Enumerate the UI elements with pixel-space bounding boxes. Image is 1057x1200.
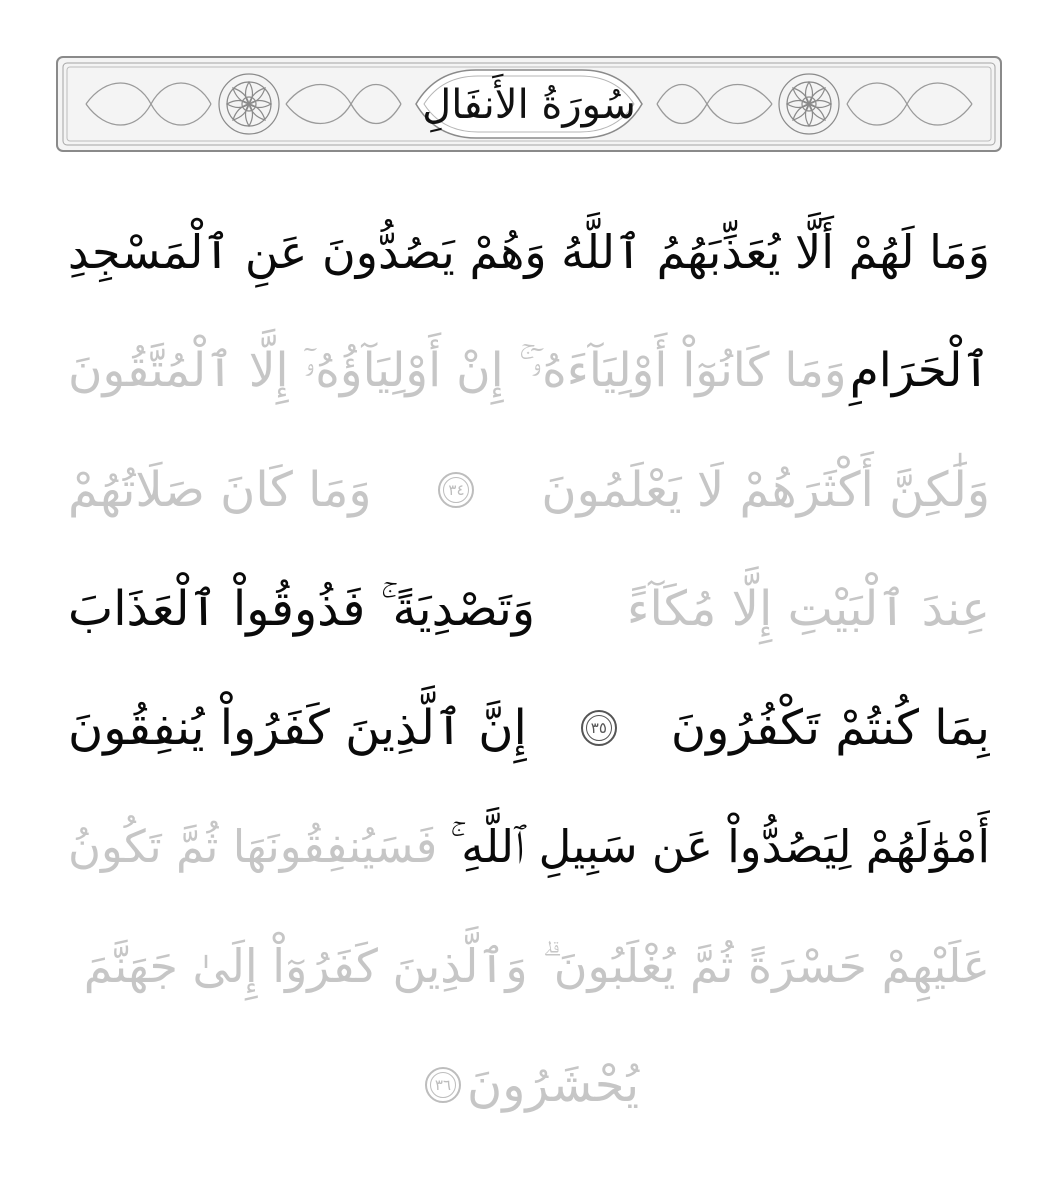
text-line — [68, 557, 990, 661]
verse-text-highlighted[interactable]: بِمَا كُنتُمْ تَكْفُرُونَ — [670, 700, 990, 756]
text-line — [68, 914, 990, 1018]
verse-text-highlighted[interactable]: وَتَصْدِيَةً ۚ فَذُوقُواْ ٱلْعَذَابَ — [68, 581, 535, 637]
ayah-number-marker[interactable] — [581, 710, 617, 746]
surah-header-banner — [56, 56, 1002, 152]
ayah-number-marker[interactable] — [438, 472, 474, 508]
text-line — [68, 438, 990, 542]
ayah-number: ٣٥ — [590, 718, 607, 737]
verse-text[interactable]: وَمَا كَانَ صَلَاتُهُمْ — [68, 462, 372, 518]
verse-text[interactable]: وَلَٰكِنَّ أَكْثَرَهُمْ لَا يَعْلَمُونَ — [541, 462, 990, 518]
text-line — [68, 200, 990, 304]
verse-text-highlighted[interactable]: وَمَا لَهُمْ أَلَّا يُعَذِّبَهُمُ ٱللَّهُ وَهُمْ يَصُدُّونَ عَنِ ٱلْمَسْجِدِ — [68, 225, 990, 279]
text-line — [68, 1033, 990, 1137]
verse-text[interactable]: فَسَيُنفِقُونَهَا ثُمَّ تَكُونُ — [68, 820, 438, 873]
verse-text-highlighted[interactable]: أَمْوَٰلَهُمْ لِيَصُدُّواْ عَن سَبِيلِ ٱللَّهِ ۚ — [450, 820, 990, 873]
quran-text-block — [68, 200, 990, 1160]
verse-text-highlighted[interactable]: إِنَّ ٱلَّذِينَ كَفَرُواْ يُنفِقُونَ — [68, 700, 527, 756]
text-line — [68, 795, 990, 899]
verse-text[interactable]: عَلَيْهِمْ حَسْرَةً ثُمَّ يُغْلَبُونَ ۗ وَٱلَّذِينَ كَفَرُوٓاْ إِلَىٰ جَهَنَّمَ — [83, 939, 990, 993]
text-line — [68, 676, 990, 780]
verse-text[interactable]: وَمَا كَانُوٓاْ أَوْلِيَآءَهُۥٓ ۚ إِنْ أَوْلِيَآؤُهُۥٓ إِلَّا ٱلْمُتَّقُونَ — [68, 343, 847, 398]
verse-text[interactable]: عِندَ ٱلْبَيْتِ إِلَّا مُكَآءً — [626, 581, 990, 637]
verse-text[interactable]: يُحْشَرُونَ — [466, 1057, 640, 1113]
verse-text-highlighted[interactable]: ٱلْحَرَامِ — [849, 343, 990, 398]
text-line — [68, 319, 990, 423]
ayah-number: ٣٤ — [448, 480, 465, 499]
surah-title: سُورَةُ الأَنفَالِ — [422, 82, 636, 128]
ayah-number-marker[interactable] — [425, 1067, 461, 1103]
ayah-number: ٣٦ — [434, 1075, 452, 1094]
